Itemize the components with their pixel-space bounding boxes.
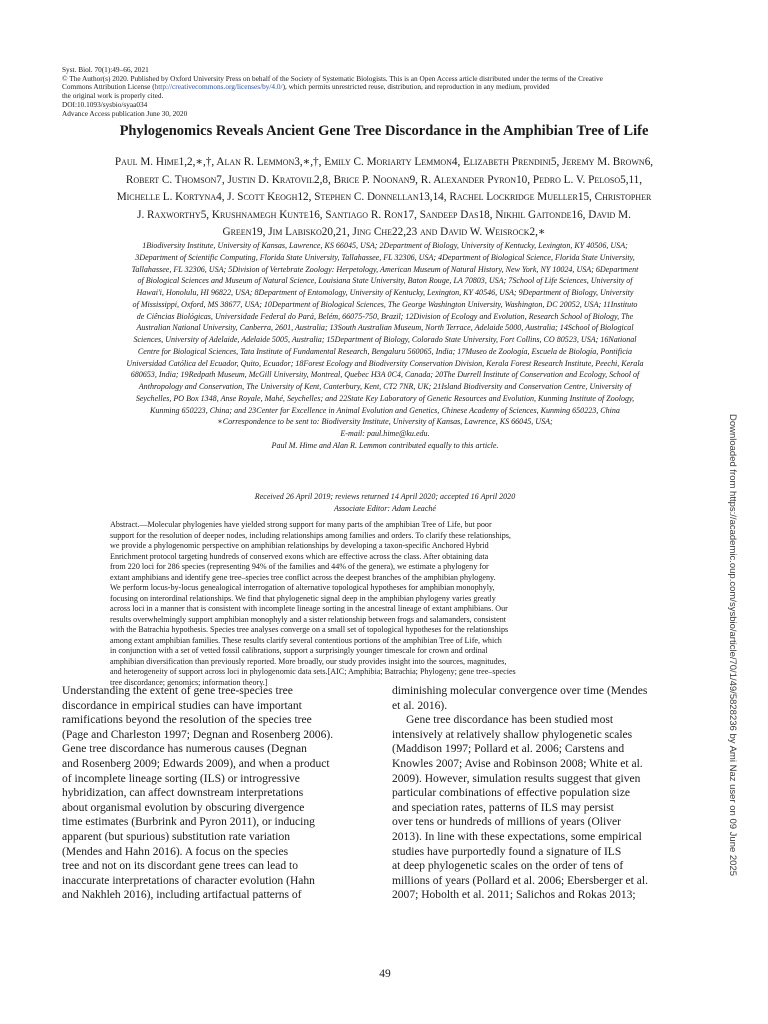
associate-editor: Associate Editor: Adam Leaché bbox=[334, 504, 436, 513]
body-line: inaccurate interpretations of character evolution (Hahn bbox=[62, 874, 315, 887]
abstract-line: Enrichment protocol targeting hundreds of conserved exons which are effective across the class. After obtaining data bbox=[110, 551, 489, 561]
author-line: J. Raxworthy5, Krushnamegh Kunte16, Santiago R. Ron17, Sandeep Das18, Nikhil Gaitonde16, David M. bbox=[137, 208, 631, 221]
body-line: and Nakhleh 2016), including artifactual patterns of bbox=[62, 889, 302, 902]
affiliation-line: of Mississippi, Oxford, MS 38677, USA; 10Department of Biological Sciences, The George Washington University, Washington, DC 20052, USA; 11Instituto bbox=[132, 299, 638, 309]
article-dates bbox=[58, 491, 712, 515]
affiliations bbox=[58, 240, 712, 452]
body-line: (Page and Charleston 1997; Degnan and Rosenberg 2006). bbox=[62, 728, 334, 741]
abstract-line: tree discordance; genomics; information theory.] bbox=[110, 677, 268, 687]
license-line-1: © The Author(s) 2020. Published by Oxford University Press on behalf of the Society of Systematic Biologists. This is an Open Access article distributed under the terms of the Creative bbox=[62, 73, 603, 83]
body-line: about organismal evolution by obscuring divergence bbox=[62, 801, 305, 814]
affiliation-line: Sciences, University of Adelaide, Adelaide 5005, Australia; 15Department of Biology, Colorado State University, Fort Collins, CO 80523, USA; 16National bbox=[133, 335, 637, 344]
page-number: 49 bbox=[379, 968, 391, 980]
article-title: Phylogenomics Reveals Ancient Gene Tree Discordance in the Amphibian Tree of Life bbox=[119, 123, 649, 139]
body-line: Gene tree discordance has been studied most bbox=[406, 714, 614, 727]
affiliation-line: Centre for Biological Sciences, Tata Institute of Fundamental Research, Bengaluru 560065, India; 17Museo de Zoología, Escuela de Biología, Pontificia bbox=[137, 346, 633, 356]
received-dates: Received 26 April 2019; reviews returned 14 April 2020; accepted 16 April 2020 bbox=[254, 492, 516, 501]
abstract-line: from 220 loci for 286 species (representing 94% of the families and 44% of the genera), we estimate a phylogeny for bbox=[110, 562, 489, 571]
body-line: particular combinations of effective population size bbox=[392, 787, 631, 800]
author-line: Green19, Jim Labisko20,21, Jing Che22,23 and David W. Weisrock2,∗ bbox=[222, 226, 546, 238]
abstract-line: results overwhelmingly support amphibian monophyly and a sister relationship between frogs and salamanders, consistent bbox=[110, 614, 507, 624]
body-line: Gene tree discordance has numerous causes (Degnan bbox=[62, 743, 307, 756]
body-line: millions of years (Pollard et al. 2006; Ebersberger et al. bbox=[392, 874, 648, 887]
abstract-line: Abstract.—Molecular phylogenies have yielded strong support for many parts of the amphibian Tree of Life, but poor bbox=[110, 520, 492, 529]
body-line: 2009). However, simulation results suggest that given bbox=[392, 772, 641, 785]
abstract-line: across loci in a manner that is consistent with incomplete lineage sorting in the ancestral lineage of extant amphibians. Our bbox=[110, 604, 508, 613]
abstract-line: among extant amphibian families. These results clarify several contentious portions of the amphibian Tree of Life, which bbox=[110, 635, 502, 645]
equal-contribution-note: Paul M. Hime and Alan R. Lemmon contributed equally to this article. bbox=[271, 440, 499, 450]
body-line: discordance in empirical studies can have important bbox=[62, 699, 302, 712]
body-line: (Mendes and Hahn 2016). A focus on the species bbox=[62, 845, 289, 858]
affiliation-line: Australian National University, Canberra, 2601, Australia; 13South Australian Museum, North Terrace, Adelaide 5000, Australia; 14School of Biological bbox=[136, 323, 634, 333]
abstract-line: and heterogeneity of support across loci in phylogenomic data sets.[AIC; Amphibia; Batrachia; Phylogeny; gene tree–species bbox=[110, 667, 516, 676]
affiliation-line: 680653, India; 19Redpath Museum, McGill University, Montreal, Quebec H3A 0C4, Canada; 20The Durrell Institute of Conservation and Ecology, School of bbox=[130, 370, 640, 380]
download-notice-text: Downloaded from https://academic.oup.com/sysbio/article/70/1/49/5828236 by Ami Naz user on 09 June 2025 bbox=[727, 413, 738, 877]
author-line: Paul M. Hime1,2,∗,†, Alan R. Lemmon3,∗,†, Emily C. Moriarty Lemmon4, Elizabeth Prendini5, Jeremy M. Brown6, bbox=[114, 156, 654, 168]
body-line: Understanding the extent of gene tree-species tree bbox=[62, 685, 293, 697]
body-column-left bbox=[62, 684, 380, 903]
author-line: Michelle L. Kortyna4, J. Scott Keogh12, Stephen C. Donnellan13,14, Rachel Lockridge Mueller15, Christopher bbox=[116, 191, 652, 203]
correspondence-line: ∗Correspondence to be sent to: Biodiversity Institute, University of Kansas, Lawrence, KS 66045, USA; bbox=[217, 417, 553, 427]
body-line: apparent (but spurious) substitution rate variation bbox=[62, 830, 291, 843]
body-line: et al. 2016). bbox=[392, 699, 448, 712]
body-line: and speciation rates, patterns of ILS may persist bbox=[392, 801, 614, 814]
author-list bbox=[40, 154, 728, 242]
license-line-3: the original work is properly cited. bbox=[62, 91, 164, 101]
citation-line: Syst. Biol. 70(1):49–66, 2021 bbox=[62, 65, 149, 74]
abstract-line: support for the resolution of deeper nodes, including relationships among families and orders. To clarify these relationships, bbox=[110, 530, 511, 540]
affiliation-line: Tallahassee, FL 32306, USA; 5Division of Vertebrate Zoology: Herpetology, American Museum of Natural History, New York, NY 10024, USA; 6Department bbox=[131, 264, 639, 274]
body-line: intensively at relatively shallow phylogenetic scales bbox=[392, 728, 633, 741]
abstract-line: focusing on interordinal relationships. We find that phylogenetic signal deep in the amphibian phylogeny varies greatly bbox=[110, 593, 496, 603]
license-text-post: ), which permits unrestricted reuse, distribution, and reproduction in any medium, provided bbox=[282, 82, 550, 92]
body-line: and Rosenberg 2009; Edwards 2009), and when a product bbox=[62, 757, 330, 770]
body-line: at deep phylogenetic scales on the order of tens of bbox=[392, 860, 624, 873]
body-line: hybridization, can affect downstream interpretations bbox=[62, 787, 304, 800]
doi-line[interactable]: DOI:10.1093/sysbio/syaa034 bbox=[62, 99, 148, 109]
abstract-line: we provide a phylogenomic perspective on amphibian relationships by developing a taxon-specific Anchored Hybrid bbox=[110, 541, 489, 550]
body-line: ramifications beyond the resolution of the species tree bbox=[62, 714, 312, 727]
abstract-line: in conjunction with a set of vetted fossil calibrations, support a surprisingly younger timescale for crown and ordinal bbox=[110, 646, 488, 655]
body-column-right bbox=[392, 684, 710, 903]
affiliation-line: 3Department of Scientific Computing, Florida State University, Tallahassee, FL 32306, USA; 4Department of Biological Science, Florida State University, bbox=[135, 252, 635, 262]
body-line: of incomplete lineage sorting (ILS) or introgressive bbox=[62, 772, 300, 785]
affiliation-line: Seychelles, PO Box 1348, Anse Royale, Mahé, Seychelles; and 22State Key Laboratory of Genetic Resources and Evolution, Kunming Institute of Zoology, bbox=[135, 393, 635, 403]
affiliation-line: Hawai'i, Honolulu, HI 96822, USA; 8Department of Entomology, University of Kentucky, Lexington, KY 40546, USA; 9Department of Biology, University bbox=[136, 288, 634, 297]
email-line[interactable]: E-mail: paul.hime@ku.edu. bbox=[340, 429, 430, 438]
affiliation-line: de Ciências Biológicas, Universidade Federal do Pará, Belém, 66075-750, Brazil; 12Division of Ecology and Evolution, Research School of Biology, The bbox=[136, 311, 634, 321]
body-line: diminishing molecular convergence over time (Mendes bbox=[392, 685, 648, 697]
body-line: 2007; Hobolth et al. 2011; Salichos and Rokas 2013; bbox=[392, 889, 636, 902]
abstract bbox=[110, 520, 670, 688]
abstract-line: We perform locus-by-locus genealogical interrogation of alternative topological hypotheses for amphibian monophyly, bbox=[110, 583, 495, 592]
affiliation-line: of Biological Sciences and Museum of Natural Science, Louisiana State University, Baton Rouge, LA 70803, USA; 7School of Life Sciences, University of bbox=[137, 276, 633, 286]
affiliation-line: 1Biodiversity Institute, University of Kansas, Lawrence, KS 66045, USA; 2Department of Biology, University of Kentucky, Lexington, KY 40506, USA; bbox=[142, 241, 628, 250]
body-line: Knowles 2007; Avise and Robinson 2008; White et al. bbox=[392, 757, 643, 770]
abstract-line: extant amphibians and identify gene tree–species tree conflict across the deepest branches of the amphibian phylogeny. bbox=[110, 572, 496, 582]
journal-meta bbox=[62, 66, 702, 118]
body-line: tree and not on its discordant gene trees can lead to bbox=[62, 860, 298, 873]
license-text-pre: Commons Attribution License ( bbox=[62, 82, 155, 92]
license-link[interactable]: http://creativecommons.org/licenses/by/4.0/ bbox=[154, 82, 283, 92]
abstract-line: amphibian diversification than previously reported. More broadly, our study provides insight into the sources, magnitudes, bbox=[110, 656, 507, 666]
body-line: (Maddison 1997; Pollard et al. 2006; Carstens and bbox=[392, 743, 625, 756]
abstract-line: with the Batrachia hypothesis. Species tree analyses converge on a small set of topological hypotheses for the relationships bbox=[110, 625, 509, 634]
advance-access-line: Advance Access publication June 30, 2020 bbox=[62, 108, 188, 118]
affiliation-line: Universidad Católica del Ecuador, Quito, Ecuador; 18Forest Ecology and Biodiversity Conservation Division, Kerala Forest Research Institute, Peechi, Kerala bbox=[126, 358, 644, 368]
affiliation-line: Kunming 650223, China; and 23Center for Excellence in Animal Evolution and Genetics, Chinese Academy of Sciences, Kunming 650223, China bbox=[150, 405, 620, 415]
body-line: time estimates (Burbrink and Pyron 2011), or inducing bbox=[62, 816, 315, 829]
affiliation-line: Anthropology and Conservation, The University of Kent, Canterbury, Kent, CT2 7NR, UK; 21Island Biodiversity and Conservation Centre, University of bbox=[138, 382, 632, 391]
body-line: 2013). In line with these expectations, some empirical bbox=[392, 830, 642, 843]
body-line: over tens or hundreds of millions of years (Oliver bbox=[392, 816, 621, 829]
author-line: Robert C. Thomson7, Justin D. Kratovil2,8, Brice P. Noonan9, R. Alexander Pyron10, Pedro L. V. Peloso5,11, bbox=[125, 173, 643, 186]
body-line: studies have purportedly found a signature of ILS bbox=[392, 845, 622, 858]
